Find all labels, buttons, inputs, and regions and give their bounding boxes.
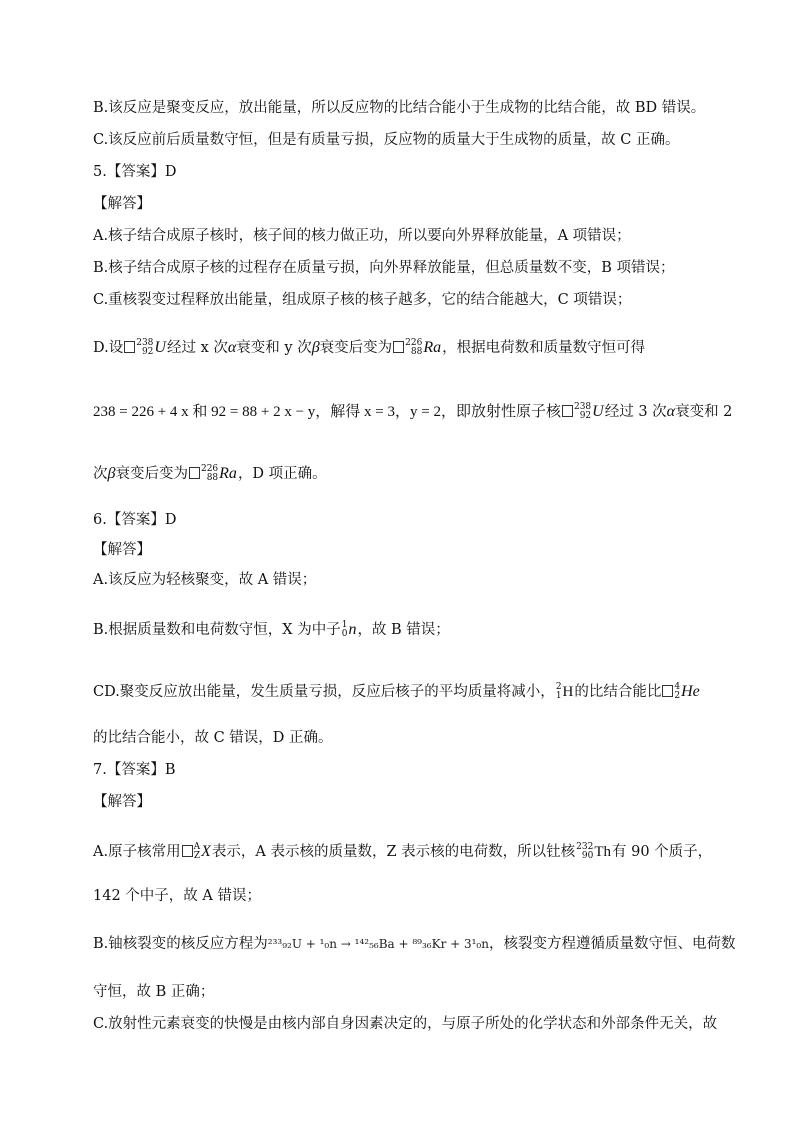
- fission-equation: ²³³₉₂U + ¹₀n → ¹⁴²₅₆Ba + ⁸⁹₃₆Kr + 3¹₀n: [267, 937, 489, 951]
- q5-option-b: B.核子结合成原子核的过程存在质量亏损，向外界释放能量，但总质量数不变，B 项错误；: [93, 260, 675, 276]
- q7-option-b-line1: B.铀核裂变的核反应方程为²³³₉₂U + ¹₀n → ¹⁴²₅₆Ba + ⁸⁹₃₆Kr + 3¹₀n，核裂变方程遵循质量数守恒、电荷数: [93, 936, 736, 952]
- q7-option-b-line2: 守恒，故 B 正确；: [93, 984, 215, 1000]
- q7-option-a-line1: A.原子核常用 A Z X表示，A 表示核的质量数，Z 表示核的电荷数，所以钍核 232 90 Th有 90 个质子，: [93, 842, 713, 861]
- q7-option-c: C.放射性元素衰变的快慢是由核内部自身因素决定的，与原子所处的化学状态和外部条件无关，故: [93, 1016, 718, 1032]
- answer-4-c: C.该反应前后质量数守恒，但是有质量亏损，反应物的质量大于生成物的质量，故 C 正确。: [93, 132, 680, 148]
- q5-option-a: A.核子结合成原子核时，核子间的核力做正功，所以要向外界释放能量，A 项错误；: [93, 228, 631, 244]
- q5-option-d-line2: 238 = 226 + 4 x 和 92 = 88 + 2 x − y，解得 x = 3，y = 2，即放射性原子核 238 92 U经过 3 次α衰变和 2: [93, 402, 733, 421]
- q5-option-d-line3: 次β衰变后变为 226 88 Ra，D 项正确。: [93, 464, 327, 483]
- q5-option-c: C.重核裂变过程释放出能量，组成原子核的核子越多，它的结合能越大，C 项错误；: [93, 292, 632, 308]
- q5-answer-title: 5.【答案】D: [93, 164, 177, 180]
- q7-answer-title: 7.【答案】B: [93, 762, 176, 778]
- q6-jieda-heading: 【解答】: [93, 542, 151, 558]
- q6-answer-title: 6.【答案】D: [93, 512, 177, 528]
- q6-option-b: B.根据质量数和电荷数守恒，X 为中子 1 0 n，故 B 错误；: [93, 620, 450, 639]
- q6-option-cd-line2: 的比结合能小，故 C 错误，D 正确。: [93, 730, 333, 746]
- neutron-nuclide: 1 0 n: [341, 620, 357, 639]
- q7-option-a-line2: 142 个中子，故 A 错误；: [93, 888, 261, 904]
- q6-option-a: A.该反应为轻核聚变，故 A 错误；: [93, 572, 317, 588]
- q6-option-cd-line1: CD.聚变反应放出能量，发生质量亏损，反应后核子的平均质量将减小， 2 1 H的比结合能比 4 2 He: [93, 682, 700, 701]
- deuterium-nuclide: 2 1 H: [555, 682, 574, 701]
- helium-4-nuclide: 4 2 He: [662, 682, 699, 702]
- thorium-232-nuclide: 232 90 Th: [576, 842, 611, 861]
- generic-nuclide: A Z X: [182, 842, 211, 862]
- q5-option-d-line1: D.设 238 92 U经过 x 次α衰变和 y 次β衰变后变为 226 88 Ra，根据电荷数和质量数守恒可得: [93, 338, 646, 357]
- q7-jieda-heading: 【解答】: [93, 794, 151, 810]
- radium-226-nuclide: 226 88 Ra: [393, 338, 441, 358]
- q5-jieda-heading: 【解答】: [93, 196, 151, 212]
- uranium-238-nuclide-2: 238 92 U: [562, 402, 604, 422]
- answer-4-b: B.该反应是聚变反应，放出能量，所以反应物的比结合能小于生成物的比结合能，故 BD 错误。: [93, 100, 706, 116]
- uranium-238-nuclide: 238 92 U: [124, 338, 166, 358]
- radium-226-nuclide-2: 226 88 Ra: [189, 464, 237, 484]
